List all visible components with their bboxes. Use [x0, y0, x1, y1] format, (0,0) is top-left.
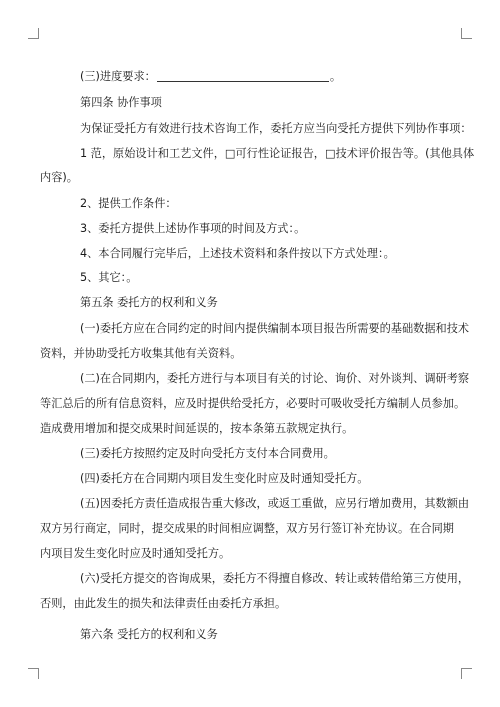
paragraph-line: 为保证受托方有效进行技术咨询工作，委托方应当向受托方提供下列协作事项：: [80, 122, 472, 135]
paragraph-line: 1 范，原始设计和工艺文件，□可行性论证报告，□技术评价报告等。(其他具体: [80, 147, 475, 160]
crop-mark-top-right: [461, 28, 472, 39]
article-heading: 第五条 委托方的权利和义务: [80, 296, 218, 309]
paragraph-line: 否则，由此发生的损失和法律责任由委托方承担。: [40, 597, 287, 610]
crop-mark-bottom-left: [28, 668, 39, 679]
fill-in-blank: [157, 70, 329, 82]
paragraph-line: 资料，并协助受托方收集其他有关资料。: [40, 347, 242, 360]
crop-mark-bottom-right: [461, 668, 472, 679]
paragraph-line: (六)受托方提交的咨询成果，委托方不得擅自修改、转让或转借给第三方使用，: [80, 572, 470, 585]
progress-requirement-label: (三)进度要求：: [80, 70, 156, 83]
article-heading: 第四条 协作事项: [80, 96, 162, 109]
paragraph-line: 5、其它：。: [80, 271, 138, 284]
paragraph-line: 双方另行商定，同时，提交成果的时间相应调整，双方另行签订补充协议。在合同期: [40, 522, 454, 535]
crop-mark-top-left: [28, 28, 39, 39]
paragraph-line: 2、提供工作条件：: [80, 197, 177, 210]
progress-requirement-end: 。: [329, 70, 342, 83]
paragraph-line: 造成费用增加和提交成果时间延误的，按本条第五款规定执行。: [40, 422, 354, 435]
article-heading: 第六条 受托方的权利和义务: [80, 628, 218, 641]
paragraph-line: 内容)。: [40, 171, 78, 184]
paragraph-line: 3、委托方提供上述协作事项的时间及方式：。: [80, 222, 306, 235]
paragraph-line: (五)因委托方责任造成报告重大修改，或返工重做，应另行增加费用，其数额由: [80, 497, 470, 510]
paragraph-line: 内项目发生变化时应及时通知受托方。: [40, 547, 231, 560]
paragraph-line: 等汇总后的所有信息资料，应及时提供给受托方，必要时可吸收受托方编制人员参加。: [40, 397, 466, 410]
paragraph-line: (二)在合同期内，委托方进行与本项目有关的讨论、询价、对外谈判、调研考察: [80, 372, 470, 385]
paragraph-line: 4、本合同履行完毕后，上述技术资料和条件按以下方式处理：。: [80, 247, 395, 260]
progress-requirement-line: [80, 70, 341, 84]
paragraph-line: (三)委托方按照约定及时向受托方支付本合同费用。: [80, 447, 335, 460]
paragraph-line: (四)委托方在合同期内项目发生变化时应及时通知受托方。: [80, 472, 369, 485]
paragraph-line: (一)委托方应在合同约定的时间内提供编制本项目报告所需要的基础数据和技术: [80, 322, 470, 335]
